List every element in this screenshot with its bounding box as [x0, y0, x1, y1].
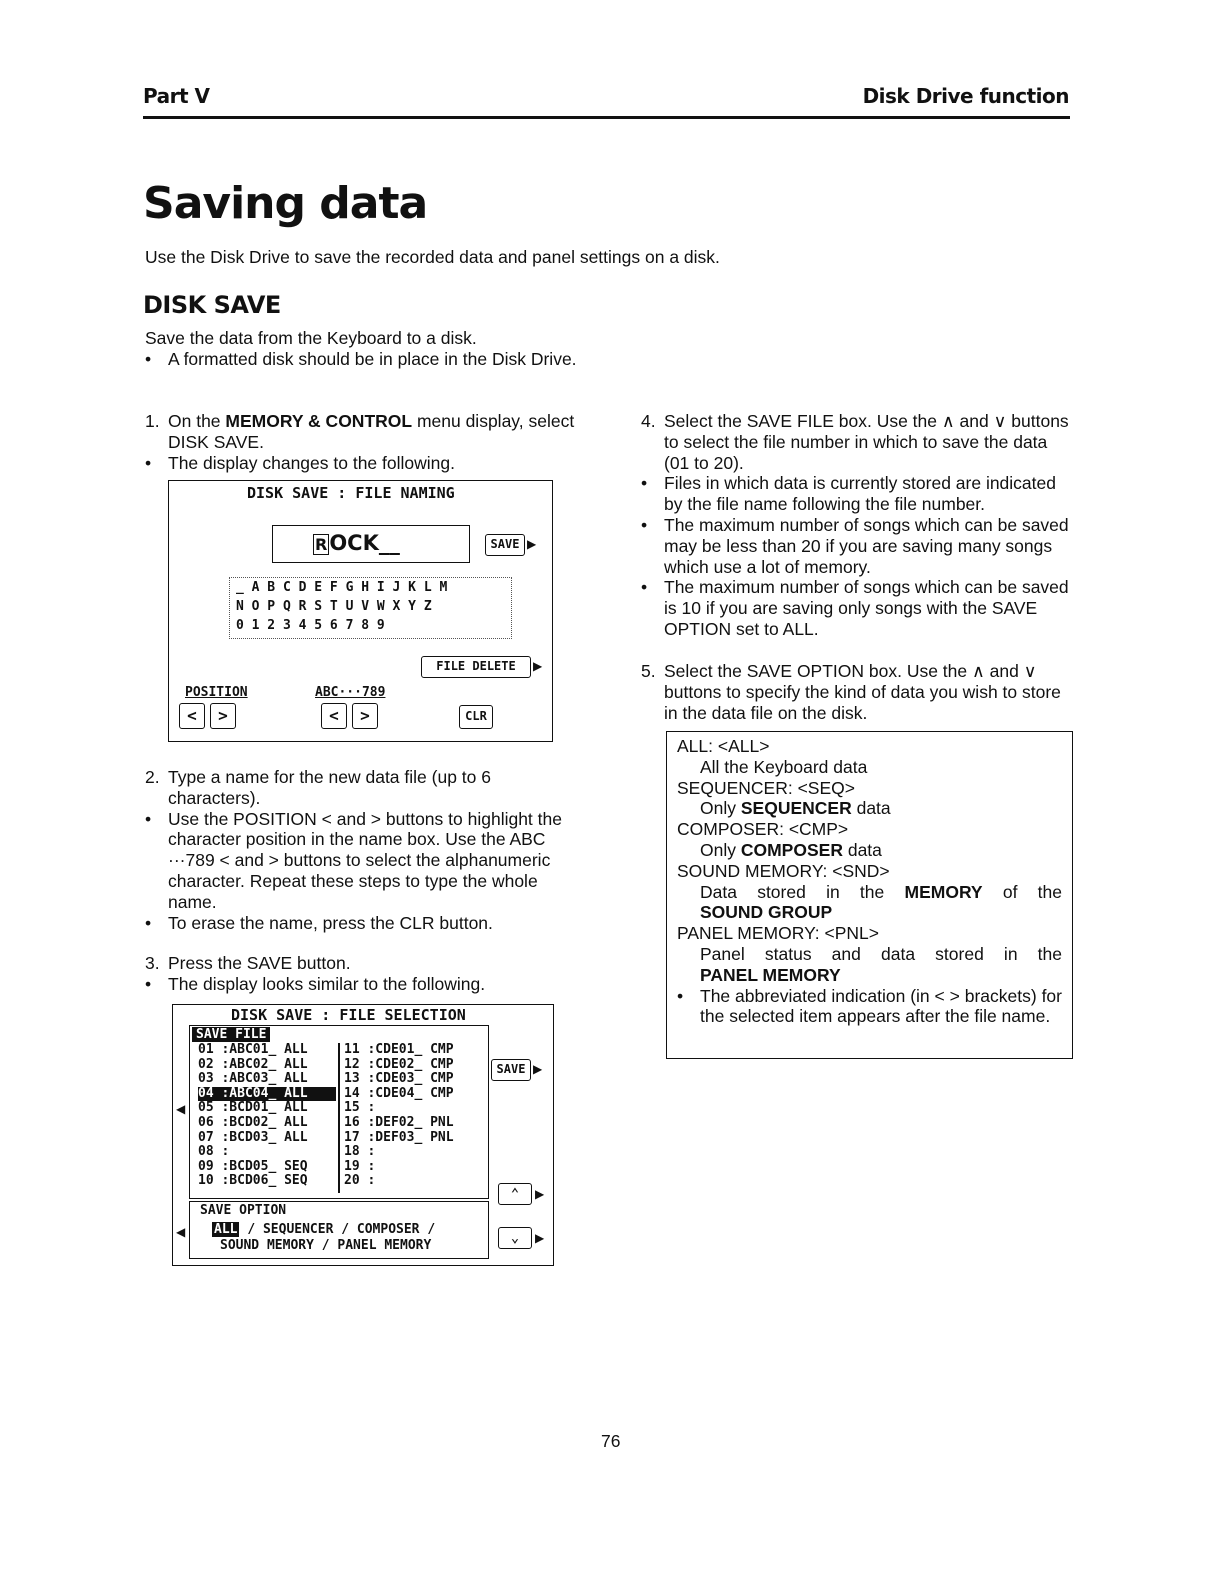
file-list-right[interactable] — [344, 1043, 484, 1189]
char-row-3: 0 1 2 3 4 5 6 7 8 9 — [236, 618, 385, 633]
page-number: 76 — [601, 1431, 621, 1451]
position-right-button[interactable]: > — [210, 703, 236, 729]
file-row[interactable]: 20 : — [344, 1173, 376, 1189]
save-file-label: SAVE FILE — [192, 1027, 270, 1042]
position-left-button[interactable]: < — [179, 703, 205, 729]
option-arrow-icon: ◀ — [176, 1225, 186, 1239]
page-title: Saving data — [143, 178, 428, 229]
file-row[interactable]: 15 : — [344, 1100, 376, 1116]
file-list-left[interactable] — [198, 1043, 336, 1189]
step-5: 5. Select the SAVE OPTION box. Use the ∧ and ∨ buttons to specify the kind of data you wish to store in the data file on the disk. — [641, 661, 1061, 723]
option-cmp-label: COMPOSER: <CMP> — [677, 819, 849, 840]
save-button[interactable]: SAVE — [485, 534, 525, 556]
character-grid[interactable] — [229, 577, 512, 639]
file-select-arrow-icon: ◀ — [176, 1102, 186, 1116]
option-selected: ALL — [214, 1222, 238, 1237]
file-row[interactable]: 04 :ABC04_ ALL — [198, 1087, 336, 1102]
option-all-label: ALL: <ALL> — [677, 736, 770, 756]
file-row[interactable]: 17 :DEF03_ PNL — [344, 1129, 454, 1145]
name-box[interactable] — [272, 525, 470, 563]
abc-label: ABC···789 — [315, 685, 386, 700]
down-icon: ⌄ — [510, 1230, 520, 1246]
file-delete-arrow-icon: ▶ — [533, 659, 543, 673]
abc-right-button[interactable]: > — [352, 703, 378, 729]
position-label: POSITION — [185, 685, 248, 700]
file-row[interactable]: 02 :ABC02_ ALL — [198, 1056, 308, 1072]
file-row[interactable]: 16 :DEF02_ PNL — [344, 1114, 454, 1130]
file-row[interactable]: 07 :BCD03_ ALL — [198, 1129, 308, 1145]
option-line-2: SOUND MEMORY / PANEL MEMORY — [220, 1238, 432, 1253]
option-cmp-desc: COMPOSER — [740, 839, 843, 860]
file-row[interactable]: 03 :ABC03_ ALL — [198, 1071, 308, 1087]
running-header-left: Part V — [143, 84, 210, 108]
section-intro: Save the data from the Keyboard to a disk. — [145, 328, 477, 348]
option-pnl-desc: Panel status and data stored in the — [700, 943, 1062, 964]
step-2: 2. Type a name for the new data file (up to 6 characters). • Use the POSITION < and > buttons to highlight the character position in the name box. Use the ABC ···789 < and > buttons to select the alphanumeric character. Repeat these steps to type the whole name. • To erase the name, press the CLR button. — [145, 767, 562, 933]
name-text: OCK__ — [329, 531, 400, 555]
step-4: 4. Select the SAVE FILE box. Use the ∧ and ∨ buttons to select the file number in which to save the data (01 to 20). • Files in which data is currently stored are indicated by the file name following the file number. • The maximum number of songs which can be saved may be less than 20 if you are saving many songs which use a lot of memory. • The maximum number of songs which can be saved is 10 if you are saving only songs with the SAVE OPTION set to ALL. — [641, 411, 1069, 639]
save-arrow-icon: ▶ — [527, 537, 537, 551]
options-note: The abbreviated indication (in < > brackets) for the selected item appears after the file name. — [700, 985, 1062, 1027]
name-cursor: R — [315, 535, 328, 554]
file-row[interactable]: 10 :BCD06_ SEQ — [198, 1173, 308, 1189]
up-icon: ⌃ — [510, 1186, 520, 1202]
save-arrow-icon-2: ▶ — [533, 1062, 543, 1076]
intro-text: Use the Disk Drive to save the recorded data and panel settings on a disk. — [145, 247, 720, 267]
display-file-naming — [168, 480, 553, 742]
file-row[interactable]: 18 : — [344, 1144, 376, 1160]
clr-button[interactable]: CLR — [459, 705, 493, 729]
down-button[interactable] — [498, 1227, 532, 1249]
file-row[interactable]: 14 :CDE04_ CMP — [344, 1085, 454, 1101]
char-row-2: N O P Q R S T U V W X Y Z — [236, 599, 432, 614]
char-row-1: _ A B C D E F G H I J K L M — [236, 580, 448, 595]
save-option-label: SAVE OPTION — [200, 1203, 287, 1218]
section-title: DISK SAVE — [143, 291, 281, 319]
save-option-box[interactable] — [189, 1201, 489, 1259]
option-all-desc: All the Keyboard data — [700, 756, 868, 777]
file-row[interactable]: 01 :ABC01_ ALL — [198, 1042, 308, 1057]
file-row[interactable]: 19 : — [344, 1158, 376, 1174]
section-bullet: • A formatted disk should be in place in the Disk Drive. — [145, 349, 577, 369]
option-snd-desc: MEMORY — [904, 881, 983, 902]
file-row[interactable]: 09 :BCD05_ SEQ — [198, 1158, 308, 1174]
file-row[interactable]: 12 :CDE02_ CMP — [344, 1056, 454, 1072]
file-row[interactable]: 05 :BCD01_ ALL — [198, 1100, 308, 1116]
option-pnl-label: PANEL MEMORY: <PNL> — [677, 923, 879, 944]
display-title: DISK SAVE : FILE NAMING — [247, 484, 455, 502]
display-title: DISK SAVE : FILE SELECTION — [231, 1006, 466, 1024]
file-row[interactable]: 08 : — [198, 1144, 230, 1160]
running-header-right: Disk Drive function — [862, 84, 1069, 108]
step-3: 3. Press the SAVE button. • The display looks similar to the following. — [145, 953, 486, 994]
file-delete-button[interactable]: FILE DELETE — [421, 656, 531, 678]
option-seq-desc: SEQUENCER — [740, 798, 852, 819]
option-line-1: / SEQUENCER / COMPOSER / — [247, 1222, 436, 1237]
file-row[interactable]: 13 :CDE03_ CMP — [344, 1071, 454, 1087]
header-rule — [143, 116, 1070, 119]
save-button-2[interactable]: SAVE — [491, 1059, 531, 1081]
file-row[interactable]: 11 :CDE01_ CMP — [344, 1042, 454, 1057]
save-file-box[interactable] — [189, 1025, 489, 1199]
option-seq-label: SEQUENCER: <SEQ> — [677, 777, 855, 798]
option-snd-label: SOUND MEMORY: <SND> — [677, 860, 890, 881]
display-file-selection — [172, 1004, 554, 1266]
file-row[interactable]: 06 :BCD02_ ALL — [198, 1114, 308, 1130]
up-arrow-icon: ▶ — [535, 1187, 545, 1201]
down-arrow-icon: ▶ — [535, 1231, 545, 1245]
up-button[interactable] — [498, 1183, 532, 1205]
save-options-box: ALL: <ALL> All the Keyboard data SEQUENCER: <SEQ> Only SEQUENCER data COMPOSER: <CMP> Only COMPOSER data SOUND MEMORY: <SND> Data stored in the MEMORY of the SOUND GROUP PANEL MEMORY: <PNL> Panel status and data stored in the PANEL MEMORY • The abbreviated indication (in < > brackets) for the selected item appears after the file name. — [666, 731, 1073, 1059]
step-1: 1. On the MEMORY & CONTROL menu display, select DISK SAVE. • The display changes to the following. — [145, 411, 575, 473]
abc-left-button[interactable]: < — [321, 703, 347, 729]
